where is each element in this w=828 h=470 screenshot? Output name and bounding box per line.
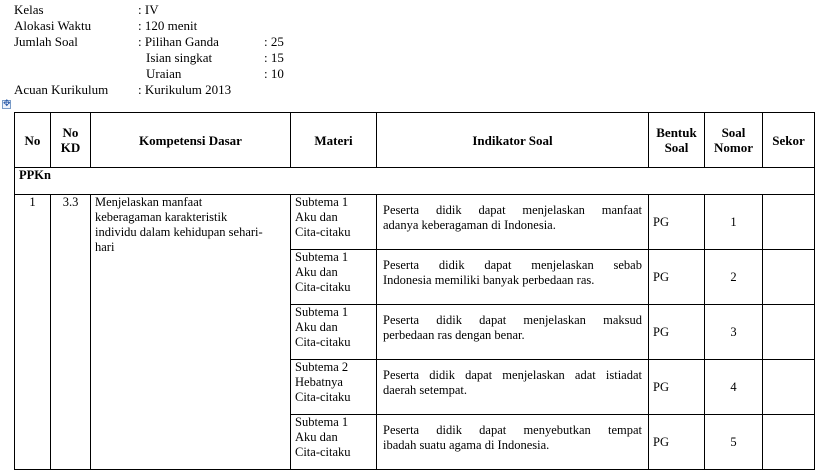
kompetensi-line: Menjelaskan manfaat [95,195,203,209]
col-no-kd [51,113,91,168]
cell-bentuk: PG [649,250,705,305]
col-nomor-l1: Soal [721,125,746,140]
kompetensi-line: keberagaman karakteristik [95,210,228,224]
field-label: Jumlah Soal [14,34,78,49]
materi-line: Subtema 1 [295,415,349,429]
section-title: PPKn [15,168,815,195]
cell-materi [291,305,377,360]
indikator-line: adanya keberagaman di Indonesia. [383,218,556,232]
cell-nomor: 3 [705,305,763,360]
materi-line: Cita-citaku [295,390,351,404]
soal-count: : 10 [264,66,284,81]
field-value: : Pilihan Ganda [138,34,219,49]
cell-no: 1 [15,195,51,470]
indikator-line: Indonesia memiliki banyak perbedaan ras. [383,273,595,287]
materi-line: Aku dan [295,430,338,444]
cell-sekor [763,360,815,415]
cell-kd: 3.3 [51,195,91,470]
cell-materi [291,360,377,415]
soal-type: Uraian [146,66,182,81]
col-nomor [705,113,763,168]
cell-sekor [763,305,815,360]
field-value: : IV [138,2,159,17]
cell-nomor: 1 [705,195,763,250]
indikator-line: Peserta didik dapat menjelaskan sebab [383,258,642,272]
cell-indikator [377,415,649,470]
cell-bentuk: PG [649,415,705,470]
materi-line: Cita-citaku [295,280,351,294]
cell-materi [291,195,377,250]
col-nomor-l2: Nomor [714,140,753,155]
materi-line: Cita-citaku [295,445,351,459]
cell-bentuk: PG [649,360,705,415]
soal-count: : 15 [264,50,284,65]
field-label: Acuan Kurikulum [14,82,109,97]
col-bentuk-l2: Soal [664,140,689,155]
col-no-kd-l2: KD [60,140,81,155]
col-no-kd-l1: No [62,125,79,140]
cell-bentuk: PG [649,305,705,360]
field-value: : 120 menit [138,18,198,33]
materi-line: Cita-citaku [295,225,351,239]
indikator-line: Peserta didik dapat menyebutkan tempat [383,423,642,437]
soal-count: : 25 [264,34,284,49]
cell-indikator [377,305,649,360]
field-label: Alokasi Waktu [14,18,92,33]
col-bentuk-l1: Bentuk [656,125,697,140]
table-row [15,195,815,250]
field-label: Kelas [14,2,44,17]
soal-type: Isian singkat [146,50,213,65]
section-row [15,168,815,195]
cell-nomor: 4 [705,360,763,415]
kompetensi-line: hari [95,240,115,254]
col-bentuk [649,113,705,168]
table-move-handle-icon[interactable]: ✥ [3,99,11,109]
col-sekor: Sekor [763,113,815,168]
cell-sekor [763,195,815,250]
indikator-line: daerah setempat. [383,383,467,397]
cell-materi [291,250,377,305]
cell-sekor [763,250,815,305]
cell-materi [291,415,377,470]
col-no: No [15,113,51,168]
cell-kompetensi [91,195,291,470]
materi-line: Subtema 2 [295,360,349,374]
materi-line: Subtema 1 [295,305,349,319]
cell-indikator [377,250,649,305]
materi-line: Aku dan [295,320,338,334]
cell-indikator [377,360,649,415]
indikator-line: perbedaan ras dengan benar. [383,328,525,342]
cell-sekor [763,415,815,470]
indikator-line: Peserta didik dapat menjelaskan manfaat [383,203,642,217]
materi-line: Aku dan [295,210,338,224]
materi-line: Hebatnya [295,375,343,389]
cell-indikator [377,195,649,250]
kompetensi-line: individu dalam kehidupan sehari- [95,225,263,239]
kisi-kisi-table [14,112,815,470]
materi-line: Subtema 1 [295,250,349,264]
indikator-line: Peserta didik dapat menjelaskan maksud [383,313,642,327]
field-value: : Kurikulum 2013 [138,82,232,97]
col-indikator: Indikator Soal [377,113,649,168]
cell-nomor: 2 [705,250,763,305]
cell-nomor: 5 [705,415,763,470]
col-kompetensi: Kompetensi Dasar [91,113,291,168]
col-materi: Materi [291,113,377,168]
indikator-line: Peserta didik dapat menjelaskan adat istiadat [383,368,642,382]
cell-bentuk: PG [649,195,705,250]
materi-line: Cita-citaku [295,335,351,349]
materi-line: Aku dan [295,265,338,279]
header-row [15,113,815,168]
indikator-line: ibadah suatu agama di Indonesia. [383,438,550,452]
materi-line: Subtema 1 [295,195,349,209]
